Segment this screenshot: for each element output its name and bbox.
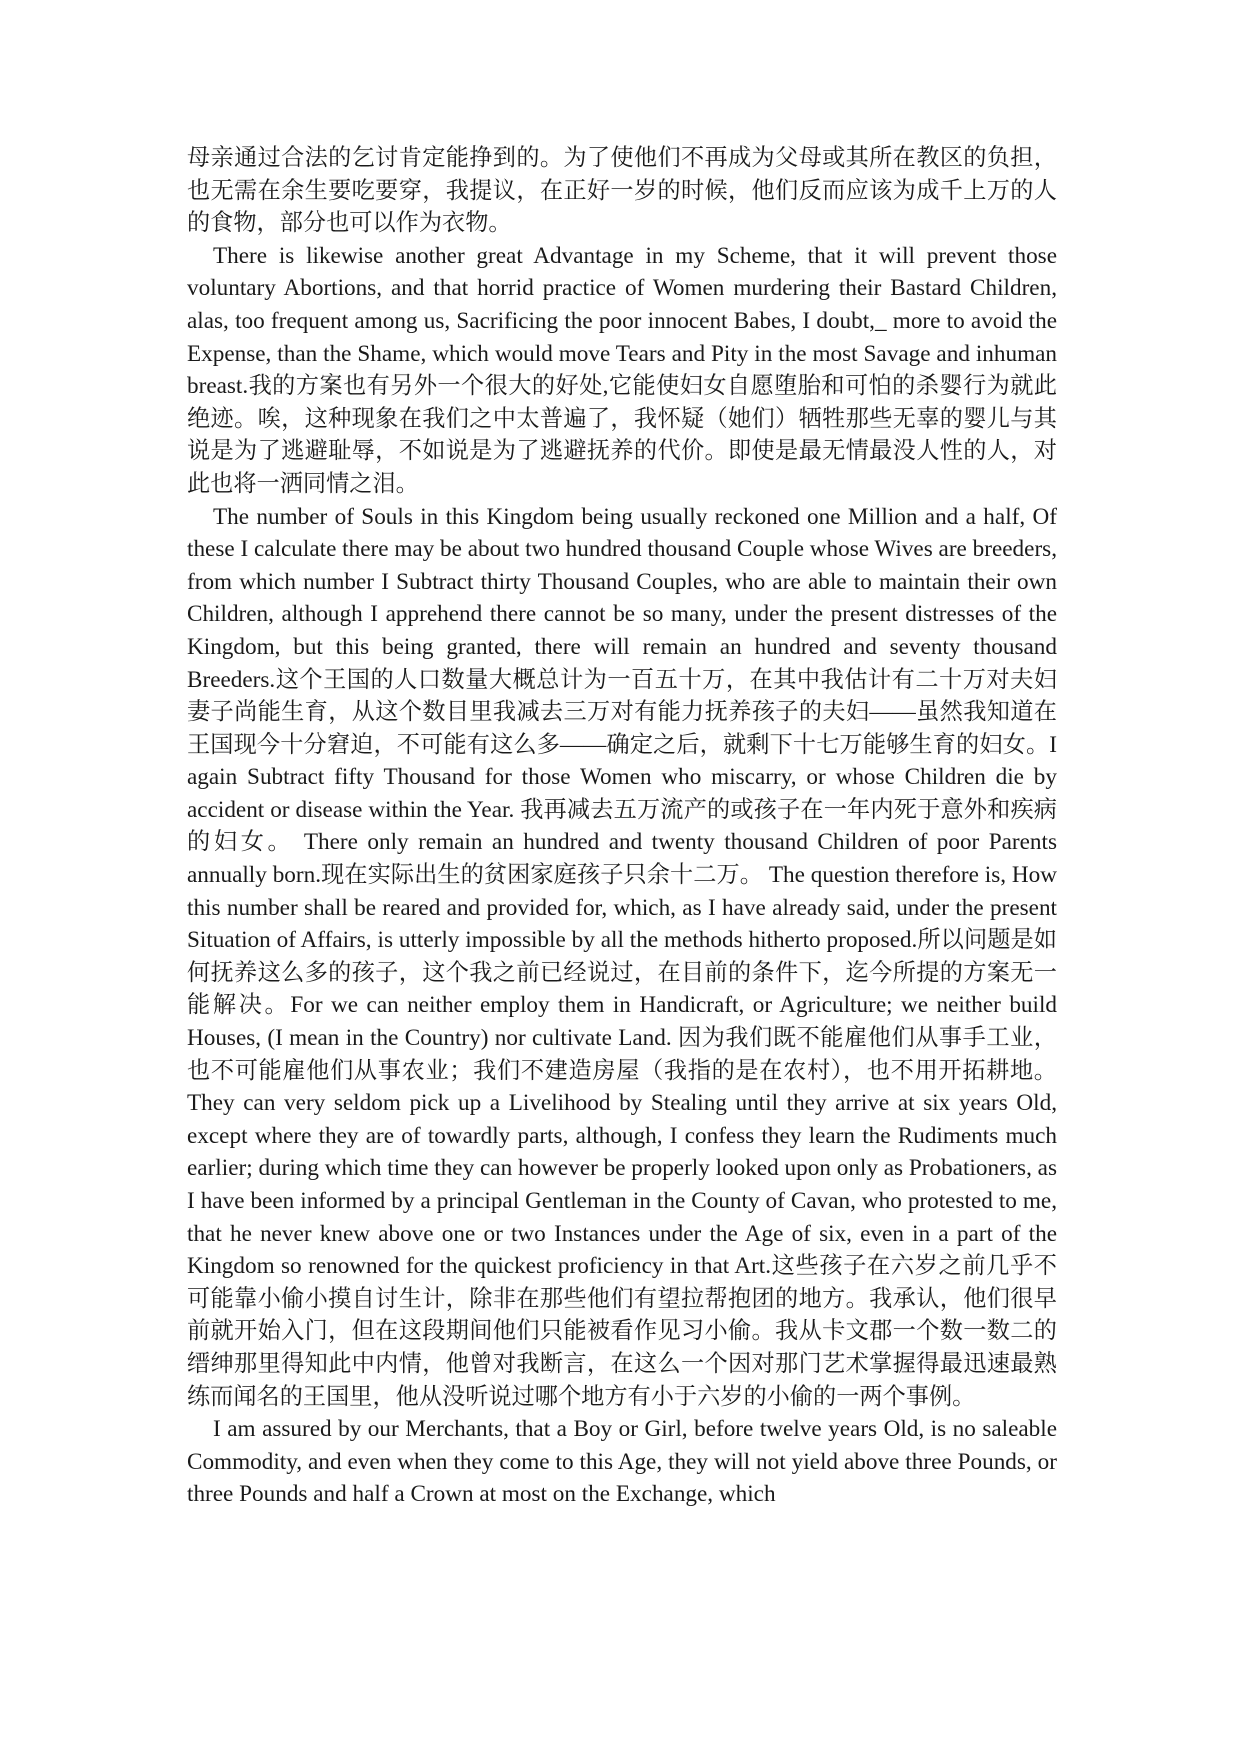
paragraph-merchants: I am assured by our Merchants, that a Boy or Girl, before twelve years Old, is no saleable Commodity, and even when they come to this Age, they will not yield above three Pounds, or three Pounds and half a Crown at most on the Exchange, which xyxy=(187,1416,1057,1508)
paragraph-continuation: 母亲通过合法的乞讨肯定能挣到的。为了使他们不再成为父母或其所在教区的负担，也无需在余生要吃要穿，我提议，在正好一岁的时候，他们反而应该为成千上万的人的食物，部分也可以作为衣物。 xyxy=(187,145,1057,237)
paragraph-advantage: There is likewise another great Advantage in my Scheme, that it will prevent those voluntary Abortions, and that horrid practice of Women murdering their Bastard Children, alas, too frequent among us, Sacrificing the poor innocent Babes, I doubt,_ more to avoid the Expense, than the Shame, which would move Tears and Pity in the most Savage and inhuman breast.我的方案也有另外一个很大的好处,它能使妇女自愿堕胎和可怕的杀婴行为就此绝迹。唉，这种现象在我们之中太普遍了，我怀疑（她们）牺牲那些无辜的婴儿与其说是为了逃避耻辱，不如说是为了逃避抚养的代价。即使是最无情最没人性的人，对此也将一洒同情之泪。 xyxy=(187,242,1057,497)
document-page xyxy=(187,142,1057,1511)
paragraph-population: The number of Souls in this Kingdom being usually reckoned one Million and a half, Of these I calculate there may be about two hundred thousand Couple whose Wives are breeders, from which number I Subtract thirty Thousand Couples, who are able to maintain their own Children, although I apprehend there cannot be so many, under the present distresses of the Kingdom, but this being granted, there will remain an hundred and seventy thousand Breeders.这个王国的人口数量大概总计为一百五十万，在其中我估计有二十万对夫妇妻子尚能生育，从这个数目里我减去三万对有能力抚养孩子的夫妇——虽然我知道在王国现今十分窘迫，不可能有这么多——确定之后，就剩下十七万能够生育的妇女。I again Subtract fifty Thousand for those Women who miscarry, or whose Children die by accident or disease within the Year. 我再减去五万流产的或孩子在一年内死于意外和疾病的妇女。 There only remain an hundred and twenty thousand Children of poor Parents annually born.现在实际出生的贫困家庭孩子只余十二万。 The question therefore is, How this number shall be reared and provided for, which, as I have already said, under the present Situation of Affairs, is utterly impossible by all the methods hitherto proposed.所以问题是如何抚养这么多的孩子，这个我之前已经说过，在目前的条件下，迄今所提的方案无一能解决。For we can neither employ them in Handicraft, or Agriculture; we neither build Houses, (I mean in the Country) nor cultivate Land. 因为我们既不能雇他们从事手工业，也不可能雇他们从事农业；我们不建造房屋（我指的是在农村），也不用开拓耕地。They can very seldom pick up a Livelihood by Stealing until they arrive at six years Old, except where they are of towardly parts, although, I confess they learn the Rudiments much earlier; during which time they can however be properly looked upon only as Probationers, as I have been informed by a principal Gentleman in the County of Cavan, who protested to me, that he never knew above one or two Instances under the Age of six, even in a part of the Kingdom so renowned for the quickest proficiency in that Art.这些孩子在六岁之前几乎不可能靠小偷小摸自讨生计，除非在那些他们有望拉帮抱团的地方。我承认，他们很早前就开始入门，但在这段期间他们只能被看作见习小偷。我从卡文郡一个数一数二的缙绅那里得知此中内情，他曾对我断言，在这么一个因对那门艺术掌握得最迅速最熟练而闻名的王国里，他从没听说过哪个地方有小于六岁的小偷的一两个事例。 xyxy=(187,503,1057,1410)
